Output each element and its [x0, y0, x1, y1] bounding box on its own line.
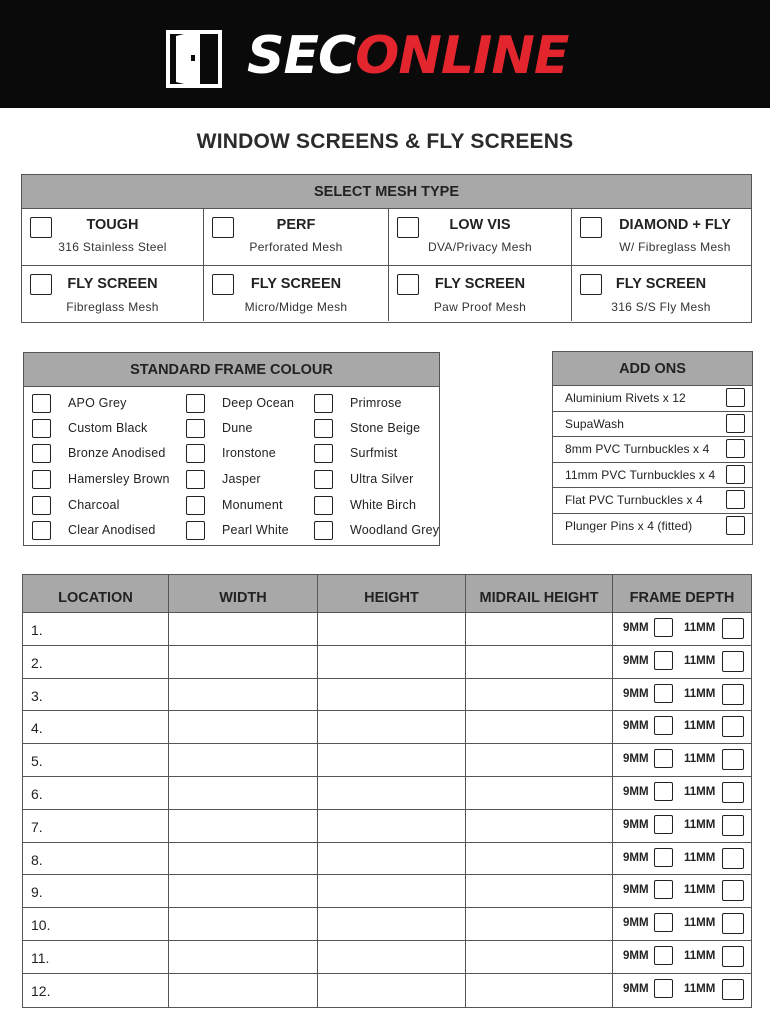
midrail-height-cell[interactable]: [466, 711, 613, 743]
location-cell[interactable]: [23, 941, 169, 973]
depth-11mm-checkbox[interactable]: [722, 651, 744, 672]
column-header-midrail-height: MIDRAIL HEIGHT: [466, 575, 613, 612]
depth-11mm-checkbox[interactable]: [722, 880, 744, 901]
midrail-height-cell[interactable]: [466, 875, 613, 907]
location-cell[interactable]: [23, 613, 169, 645]
mesh-option: TOUGH 316 Stainless Steel: [22, 209, 204, 265]
row-number: 4.: [31, 720, 43, 737]
depth-9mm-label: 9MM: [623, 917, 649, 930]
mesh-option: FLY SCREEN Paw Proof Mesh: [389, 266, 572, 321]
addon-checkbox[interactable]: [726, 490, 745, 509]
colour-checkbox[interactable]: [314, 496, 333, 515]
column-header-location: LOCATION: [23, 575, 169, 612]
mesh-type-table: [21, 174, 752, 323]
colour-checkbox[interactable]: [186, 496, 205, 515]
colour-checkbox[interactable]: [32, 521, 51, 540]
table-row: [23, 613, 751, 646]
row-number: 11.: [31, 949, 50, 966]
addon-item: Aluminium Rivets x 12: [553, 386, 752, 412]
depth-9mm-label: 9MM: [623, 949, 649, 962]
row-number: 5.: [31, 753, 43, 770]
table-row: [23, 875, 751, 908]
depth-9mm-checkbox[interactable]: [654, 618, 673, 637]
width-cell[interactable]: [169, 777, 318, 809]
column-header-frame-depth: FRAME DEPTH: [629, 590, 735, 606]
row-number: 9.: [31, 884, 43, 901]
width-cell[interactable]: [169, 646, 318, 678]
location-cell[interactable]: [23, 777, 169, 809]
depth-9mm-checkbox[interactable]: [654, 913, 673, 932]
depth-9mm-label: 9MM: [623, 851, 649, 864]
height-cell[interactable]: [318, 875, 466, 907]
addon-item: Flat PVC Turnbuckles x 4: [553, 488, 752, 514]
height-cell[interactable]: [318, 613, 466, 645]
depth-9mm-label: 9MM: [623, 720, 649, 733]
mesh-option: FLY SCREEN Fibreglass Mesh: [22, 266, 204, 321]
width-cell[interactable]: [169, 974, 318, 1007]
row-number: 10.: [31, 917, 51, 934]
colour-checkbox[interactable]: [32, 394, 51, 413]
depth-9mm-checkbox[interactable]: [654, 880, 673, 899]
width-cell[interactable]: [169, 875, 318, 907]
depth-11mm-label: 11MM: [684, 818, 716, 831]
addon-checkbox[interactable]: [726, 516, 745, 535]
depth-11mm-label: 11MM: [684, 654, 716, 667]
depth-11mm-checkbox[interactable]: [722, 848, 744, 869]
location-cell[interactable]: [23, 679, 169, 711]
row-number: 12.: [31, 982, 51, 999]
midrail-height-cell[interactable]: [466, 974, 613, 1007]
depth-11mm-checkbox[interactable]: [722, 749, 744, 770]
page-title: WINDOW SCREENS & FLY SCREENS: [196, 130, 574, 153]
frame-depth-cell: [613, 941, 751, 973]
column-header-height: HEIGHT: [318, 575, 466, 612]
depth-9mm-label: 9MM: [623, 753, 649, 766]
frame-depth-cell: [613, 777, 751, 809]
depth-11mm-label: 11MM: [684, 851, 716, 864]
table-row: [23, 646, 751, 679]
addon-checkbox[interactable]: [726, 414, 745, 433]
depth-11mm-checkbox[interactable]: [722, 684, 744, 705]
add-ons-header: ADD ONS: [553, 352, 752, 386]
depth-9mm-label: 9MM: [623, 785, 649, 798]
depth-11mm-label: 11MM: [684, 949, 716, 962]
frame-colour-header: STANDARD FRAME COLOUR: [24, 353, 439, 387]
table-row: [23, 974, 751, 1007]
colour-checkbox[interactable]: [32, 496, 51, 515]
depth-11mm-checkbox[interactable]: [722, 815, 744, 836]
frame-depth-cell: [613, 613, 751, 645]
width-cell[interactable]: [169, 679, 318, 711]
add-ons-panel: [552, 351, 753, 545]
height-cell[interactable]: [318, 646, 466, 678]
mesh-type-header: SELECT MESH TYPE: [22, 175, 751, 209]
colour-checkbox[interactable]: [186, 521, 205, 540]
depth-9mm-checkbox[interactable]: [654, 782, 673, 801]
midrail-height-cell[interactable]: [466, 646, 613, 678]
depth-9mm-label: 9MM: [623, 654, 649, 667]
depth-11mm-label: 11MM: [684, 785, 716, 798]
addon-item: Plunger Pins x 4 (fitted): [553, 514, 752, 540]
depth-9mm-checkbox[interactable]: [654, 979, 673, 998]
measurements-table: [22, 574, 752, 1008]
width-cell[interactable]: [169, 843, 318, 875]
table-row: [23, 711, 751, 744]
row-number: 6.: [31, 785, 43, 802]
midrail-height-cell[interactable]: [466, 908, 613, 940]
mesh-option: PERF Perforated Mesh: [204, 209, 389, 265]
location-cell[interactable]: [23, 810, 169, 842]
midrail-height-cell[interactable]: [466, 810, 613, 842]
colour-checkbox[interactable]: [32, 470, 51, 489]
frame-depth-cell: [613, 744, 751, 776]
depth-11mm-label: 11MM: [684, 884, 716, 897]
measurements-body: [23, 613, 751, 1007]
depth-9mm-label: 9MM: [623, 622, 649, 634]
addon-item: SupaWash: [553, 412, 752, 438]
width-cell[interactable]: [169, 744, 318, 776]
depth-11mm-label: 11MM: [684, 687, 716, 700]
depth-9mm-checkbox[interactable]: [654, 946, 673, 965]
row-number: 2.: [31, 654, 43, 671]
location-cell[interactable]: [23, 744, 169, 776]
mesh-option: LOW VIS DVA/Privacy Mesh: [389, 209, 572, 265]
width-cell[interactable]: [169, 613, 318, 645]
depth-9mm-checkbox[interactable]: [654, 749, 673, 768]
depth-9mm-label: 9MM: [623, 982, 649, 995]
depth-9mm-checkbox[interactable]: [654, 716, 673, 735]
colour-checkbox[interactable]: [186, 444, 205, 463]
location-cell[interactable]: [23, 908, 169, 940]
depth-11mm-label: 11MM: [684, 917, 716, 930]
depth-11mm-checkbox[interactable]: [722, 913, 744, 934]
frame-depth-cell: [613, 908, 751, 940]
mesh-row-2: [22, 265, 751, 321]
header-bar: [0, 0, 770, 108]
depth-11mm-label: 11MM: [684, 753, 716, 766]
row-number: 1.: [31, 622, 43, 638]
height-cell[interactable]: [318, 679, 466, 711]
table-row: [23, 744, 751, 777]
table-row: [23, 777, 751, 810]
colour-checkbox[interactable]: [314, 419, 333, 438]
depth-11mm-checkbox[interactable]: [722, 946, 744, 967]
brand-logo: SECONLINE: [247, 26, 569, 86]
colour-checkbox[interactable]: [186, 419, 205, 438]
depth-9mm-label: 9MM: [623, 818, 649, 831]
addon-checkbox[interactable]: [726, 439, 745, 458]
width-cell[interactable]: [169, 908, 318, 940]
mesh-option: FLY SCREEN 316 S/S Fly Mesh: [572, 266, 750, 321]
addon-checkbox[interactable]: [726, 388, 745, 407]
location-cell[interactable]: [23, 974, 169, 1007]
midrail-height-cell[interactable]: [466, 843, 613, 875]
midrail-height-cell[interactable]: [466, 679, 613, 711]
height-cell[interactable]: [318, 941, 466, 973]
width-cell[interactable]: [169, 941, 318, 973]
door-logo-icon: [166, 28, 222, 90]
row-number: 7.: [31, 818, 43, 835]
table-row: [23, 810, 751, 843]
depth-11mm-checkbox[interactable]: [722, 716, 744, 737]
height-cell[interactable]: [318, 810, 466, 842]
colour-checkbox[interactable]: [314, 521, 333, 540]
location-cell[interactable]: [23, 843, 169, 875]
height-cell[interactable]: [318, 711, 466, 743]
table-row: [23, 679, 751, 712]
height-cell[interactable]: [318, 974, 466, 1007]
height-cell[interactable]: [318, 744, 466, 776]
depth-9mm-checkbox[interactable]: [654, 815, 673, 834]
midrail-height-cell[interactable]: [466, 613, 613, 645]
table-row: [23, 908, 751, 941]
column-header-width: WIDTH: [169, 575, 318, 612]
colour-checkbox[interactable]: [314, 470, 333, 489]
mesh-option: FLY SCREEN Micro/Midge Mesh: [204, 266, 389, 321]
colour-checkbox[interactable]: [314, 444, 333, 463]
row-number: 3.: [31, 687, 43, 704]
location-cell[interactable]: [23, 646, 169, 678]
frame-depth-cell: [613, 843, 751, 875]
depth-11mm-checkbox[interactable]: [722, 979, 744, 1000]
mesh-row-1: [22, 209, 751, 265]
depth-9mm-label: 9MM: [623, 687, 649, 700]
frame-depth-cell: [613, 875, 751, 907]
table-row: [23, 941, 751, 974]
frame-depth-cell: [613, 974, 751, 1007]
depth-9mm-label: 9MM: [623, 884, 649, 897]
midrail-height-cell[interactable]: [466, 777, 613, 809]
colour-checkbox[interactable]: [186, 394, 205, 413]
location-cell[interactable]: [23, 875, 169, 907]
height-cell[interactable]: [318, 777, 466, 809]
addon-item: 8mm PVC Turnbuckles x 4: [553, 437, 752, 463]
depth-11mm-checkbox[interactable]: [722, 618, 744, 639]
colour-checkbox[interactable]: [32, 444, 51, 463]
addon-item: 11mm PVC Turnbuckles x 4: [553, 463, 752, 489]
depth-11mm-label: 11MM: [684, 982, 716, 995]
width-cell[interactable]: [169, 711, 318, 743]
frame-depth-cell: [613, 679, 751, 711]
depth-11mm-checkbox[interactable]: [722, 782, 744, 803]
table-row: [23, 843, 751, 876]
colour-checkbox[interactable]: [314, 394, 333, 413]
measurements-header: [23, 575, 751, 613]
row-number: 8.: [31, 851, 43, 868]
width-cell[interactable]: [169, 810, 318, 842]
depth-11mm-label: 11MM: [684, 622, 716, 634]
frame-depth-cell: [613, 810, 751, 842]
mesh-checkbox[interactable]: [580, 217, 602, 238]
location-cell[interactable]: [23, 711, 169, 743]
colour-checkbox[interactable]: [32, 419, 51, 438]
depth-11mm-label: 11MM: [684, 720, 716, 733]
frame-depth-cell: [613, 711, 751, 743]
height-cell[interactable]: [318, 908, 466, 940]
depth-9mm-checkbox[interactable]: [654, 848, 673, 867]
height-cell[interactable]: [318, 843, 466, 875]
midrail-height-cell[interactable]: [466, 941, 613, 973]
mesh-option: DIAMOND + FLY W/ Fibreglass Mesh: [572, 209, 750, 265]
addon-checkbox[interactable]: [726, 465, 745, 484]
frame-colour-panel: STANDARD FRAME COLOUR APO Grey Custom Black Bronze Anodised Hamersley Brown Charcoal Clear Anodised Deep Ocean Dune Ironstone Jasper Monument Pearl White Primrose Stone Beige Surfmist Ultra Silver White Birch Woodland Grey: [23, 352, 440, 546]
colour-checkbox[interactable]: [186, 470, 205, 489]
midrail-height-cell[interactable]: [466, 744, 613, 776]
depth-9mm-checkbox[interactable]: [654, 684, 673, 703]
frame-depth-cell: [613, 646, 751, 678]
depth-9mm-checkbox[interactable]: [654, 651, 673, 670]
